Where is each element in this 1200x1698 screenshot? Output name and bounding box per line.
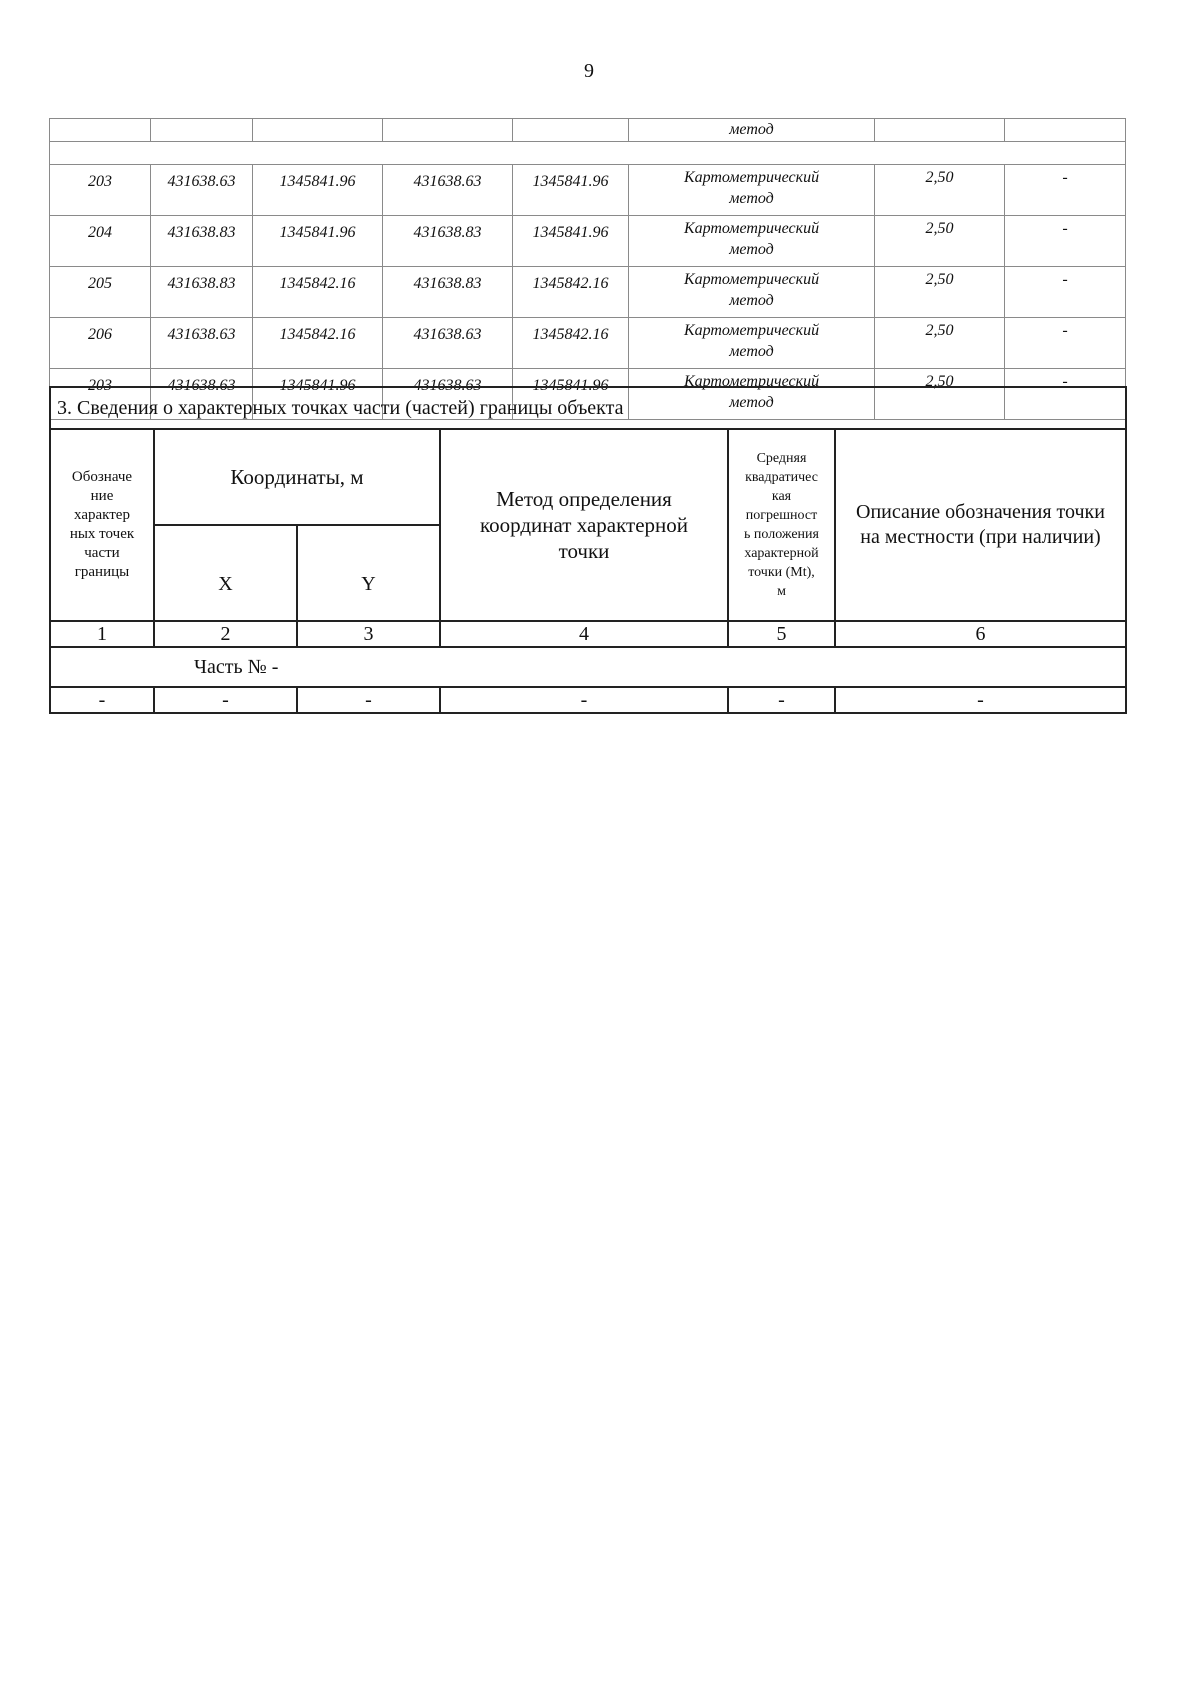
method-cell	[629, 318, 875, 369]
x-cell: 431638.83	[383, 267, 513, 318]
point-cell: 203	[50, 165, 151, 216]
continuation-coordinates-table	[49, 118, 1126, 420]
method-cell	[629, 165, 875, 216]
y-cell: 1345841.96	[513, 216, 629, 267]
header-line: части	[84, 545, 120, 561]
header-method	[440, 429, 728, 621]
header-line: границы	[74, 564, 130, 580]
x-cell: 431638.63	[383, 165, 513, 216]
column-number: 2	[154, 621, 297, 647]
header-line: Средняя	[756, 451, 807, 466]
part-row	[50, 647, 1126, 687]
header-line: кая	[771, 489, 792, 504]
description-cell: -	[1005, 216, 1126, 267]
x-cell: 431638.63	[151, 369, 253, 420]
header-line: Описание обозначения точки	[856, 501, 1105, 523]
y-cell: 1345841.96	[513, 369, 629, 420]
y-cell: 1345842.16	[513, 267, 629, 318]
description-cell: -	[1005, 267, 1126, 318]
description-cell: -	[1005, 318, 1126, 369]
page-number: 9	[584, 60, 594, 82]
description-cell: -	[1005, 165, 1126, 216]
method-cell: метод	[629, 119, 875, 142]
header-line: погрешност	[745, 508, 818, 523]
header-line: точки	[558, 539, 610, 563]
header-line: ние	[90, 488, 114, 504]
y-cell: 1345841.96	[253, 165, 383, 216]
column-number: 4	[440, 621, 728, 647]
dash-cell: -	[154, 687, 297, 713]
method-line: Картометрический	[683, 271, 820, 288]
continuation-row	[50, 119, 1126, 142]
header-coordinates: Координаты, м	[154, 429, 440, 525]
section-title: 3. Сведения о характерных точках части (частей) границы объекта	[50, 387, 1126, 429]
method-cell	[629, 267, 875, 318]
x-cell: 431638.63	[151, 318, 253, 369]
column-number: 5	[728, 621, 835, 647]
method-line: Картометрический	[683, 169, 820, 186]
x-cell: 431638.83	[383, 216, 513, 267]
y-cell: 1345841.96	[253, 369, 383, 420]
description-cell: -	[1005, 369, 1126, 420]
table-row	[50, 267, 1126, 318]
method-line: метод	[729, 394, 774, 411]
y-cell: 1345841.96	[253, 216, 383, 267]
header-line: координат характерной	[480, 513, 688, 537]
header-line: Метод определения	[496, 487, 672, 511]
header-line: ных точек	[69, 526, 135, 542]
column-number: 3	[297, 621, 440, 647]
y-cell: 1345842.16	[253, 267, 383, 318]
dash-cell: -	[50, 687, 154, 713]
point-cell: 205	[50, 267, 151, 318]
header-line: характерной	[744, 546, 819, 561]
method-line: метод	[729, 241, 774, 258]
accuracy-cell: 2,50	[875, 216, 1005, 267]
x-cell: 431638.63	[151, 165, 253, 216]
column-number-row	[50, 621, 1126, 647]
dash-cell: -	[297, 687, 440, 713]
table-row	[50, 165, 1126, 216]
header-description	[835, 429, 1126, 621]
x-cell: 431638.63	[383, 318, 513, 369]
accuracy-cell: 2,50	[875, 267, 1005, 318]
dash-cell: -	[440, 687, 728, 713]
method-line: Картометрический	[683, 220, 820, 237]
dash-cell: -	[835, 687, 1126, 713]
y-cell: 1345842.16	[513, 318, 629, 369]
header-line: квадратичес	[745, 470, 818, 485]
x-cell: 431638.63	[383, 369, 513, 420]
header-designation	[50, 429, 154, 621]
dash-cell: -	[728, 687, 835, 713]
column-number: 1	[50, 621, 154, 647]
accuracy-cell: 2,50	[875, 165, 1005, 216]
header-accuracy	[728, 429, 835, 621]
point-cell: 203	[50, 369, 151, 420]
section-3-table	[49, 386, 1127, 714]
header-line: характер	[74, 507, 130, 523]
header-line: ь положения	[744, 527, 819, 542]
part-label: Часть № -	[50, 647, 1126, 687]
header-line: Обозначе	[71, 469, 133, 485]
dash-row	[50, 687, 1126, 713]
method-line: метод	[729, 292, 774, 309]
y-cell: 1345841.96	[513, 165, 629, 216]
point-cell: 204	[50, 216, 151, 267]
x-cell: 431638.83	[151, 267, 253, 318]
y-cell: 1345842.16	[253, 318, 383, 369]
method-line: Картометрический	[683, 322, 820, 339]
point-cell: 206	[50, 318, 151, 369]
header-line: м	[777, 584, 786, 599]
header-x: X	[154, 525, 297, 621]
table-row	[50, 216, 1126, 267]
header-line: точки (Mt),	[748, 565, 815, 580]
empty-separator-row	[50, 142, 1126, 165]
method-line: метод	[729, 343, 774, 360]
accuracy-cell: 2,50	[875, 318, 1005, 369]
header-line: на местности (при наличии)	[860, 526, 1101, 548]
x-cell: 431638.83	[151, 216, 253, 267]
method-line: Картометрический	[683, 373, 820, 390]
header-y: Y	[297, 525, 440, 621]
continuation-rows	[50, 165, 1126, 420]
column-number: 6	[835, 621, 1126, 647]
accuracy-cell: 2,50	[875, 369, 1005, 420]
method-line: метод	[729, 190, 774, 207]
table-row	[50, 318, 1126, 369]
method-cell	[629, 216, 875, 267]
